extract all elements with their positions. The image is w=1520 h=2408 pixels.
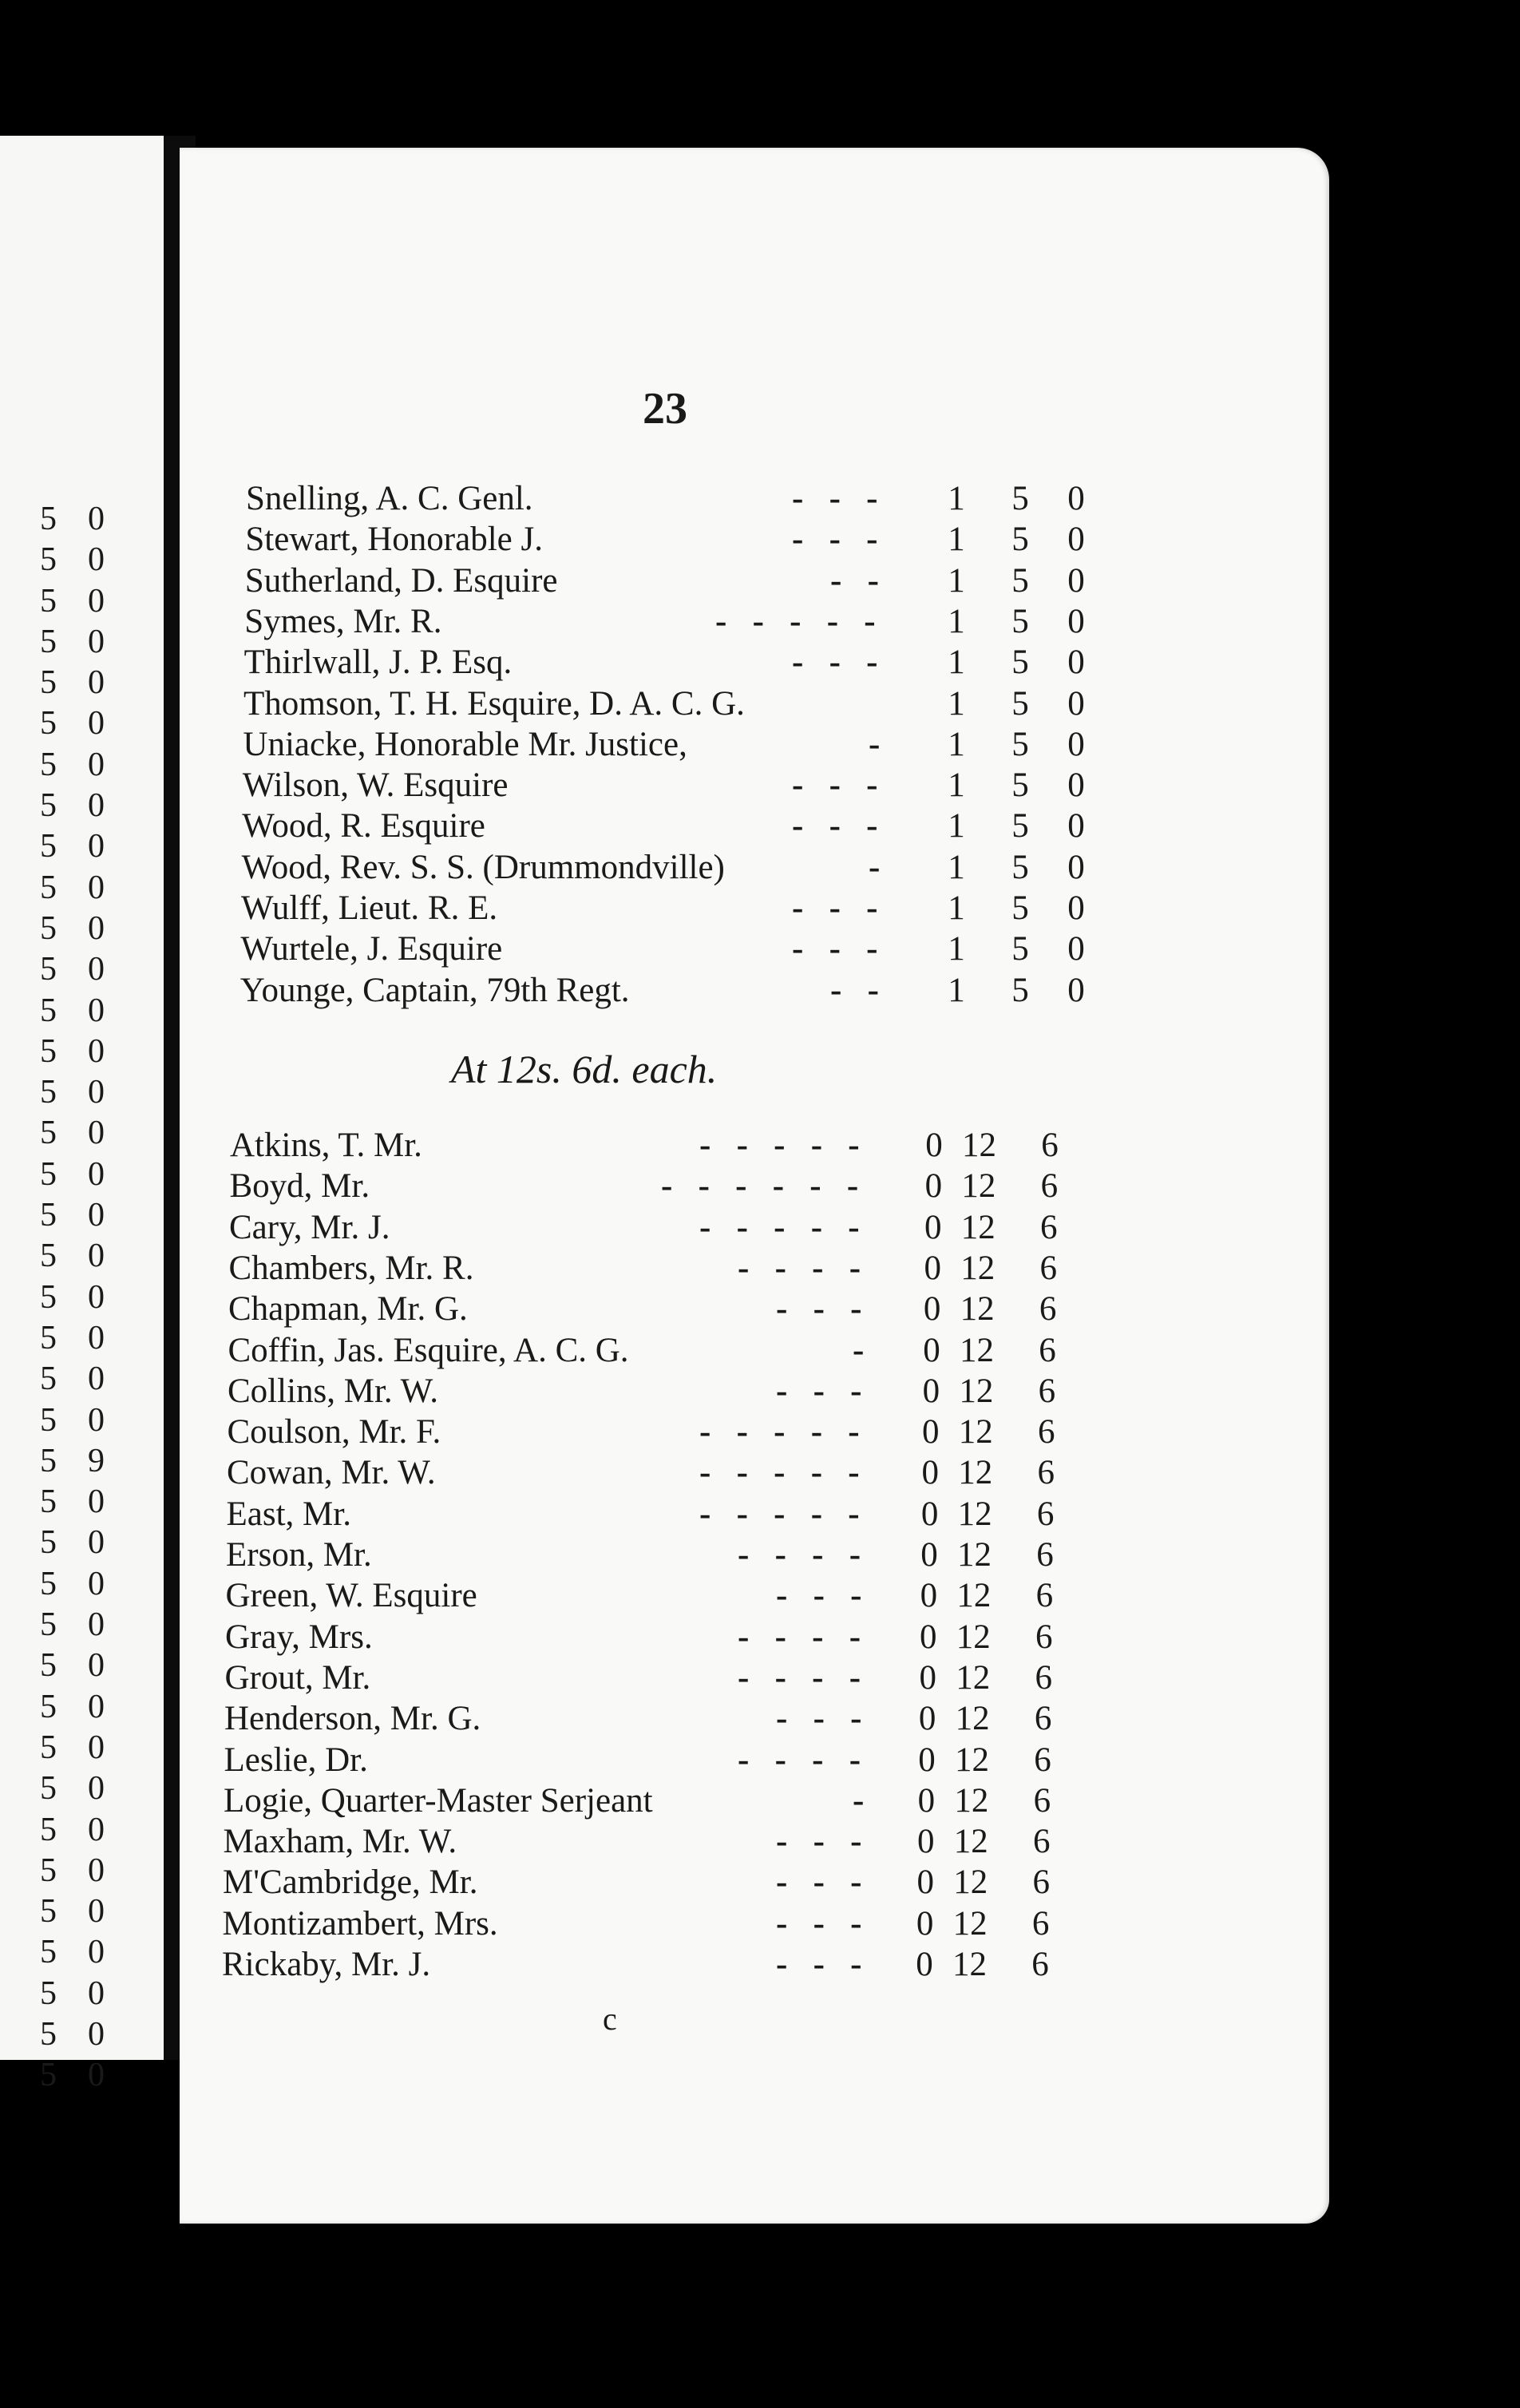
left-amount-pence: 0 (88, 869, 105, 906)
subscriber-row (0, 1412, 1520, 1452)
amount-pounds: 0 (917, 1781, 936, 1820)
amount-pounds: 1 (948, 602, 965, 640)
left-amount-pence: 0 (88, 787, 105, 825)
subscriber-name: Green, W. Esquire (225, 1577, 477, 1615)
left-amount-pence: 0 (88, 1483, 105, 1521)
amount-pence: 0 (1067, 684, 1085, 723)
subscriber-name: Leslie, Dr. (224, 1741, 368, 1779)
left-amount-row (0, 1032, 164, 1072)
subscriber-name: Wilson, W. Esquire (242, 766, 509, 805)
subscriber-name: Wurtele, J. Esquire (240, 930, 503, 968)
subscriber-name: Coulson, Mr. F. (227, 1413, 441, 1452)
amount-pounds: 0 (919, 1658, 936, 1697)
amount-shillings: 12 (961, 1167, 996, 1206)
subscriber-row (0, 1249, 1520, 1289)
subscriber-row (0, 1618, 1520, 1657)
left-amount-shillings: 5 (40, 1442, 57, 1479)
subscriber-row (0, 848, 1520, 888)
amount-shillings: 5 (1011, 848, 1029, 886)
amount-pence: 6 (1031, 1904, 1050, 1943)
left-amount-shillings: 5 (40, 1606, 57, 1644)
subscriber-row (0, 684, 1520, 724)
amount-shillings: 12 (957, 1536, 992, 1574)
left-amount-pence: 0 (88, 1278, 105, 1316)
left-amount-shillings: 5 (40, 1360, 57, 1398)
leader-dashes: - - - (776, 1904, 862, 1943)
amount-pounds: 0 (925, 1127, 943, 1164)
subscriber-row (0, 1166, 1520, 1206)
subscriber-row (0, 1331, 1520, 1371)
left-amount-shillings: 5 (40, 1565, 57, 1602)
amount-shillings: 12 (952, 1946, 987, 1983)
leader-dashes: - - - (792, 807, 878, 846)
amount-pounds: 0 (916, 1946, 933, 1983)
subscriber-name: Henderson, Mr. G. (224, 1700, 481, 1738)
leader-dashes: - - - - - (699, 1413, 860, 1452)
subscriber-row (0, 561, 1520, 601)
amount-shillings: 12 (960, 1249, 996, 1287)
amount-pence: 0 (1067, 930, 1085, 968)
amount-shillings: 12 (952, 1904, 988, 1943)
leader-dashes: - - - - - (699, 1127, 860, 1164)
amount-shillings: 5 (1011, 930, 1029, 968)
subscriber-row (0, 1453, 1520, 1493)
amount-pounds: 0 (920, 1536, 938, 1574)
subscriber-row (0, 889, 1520, 929)
leader-dashes: - - - (792, 930, 878, 968)
amount-pounds: 0 (920, 1618, 937, 1656)
amount-pence: 0 (1067, 521, 1085, 559)
amount-pence: 0 (1067, 766, 1085, 805)
amount-shillings: 5 (1011, 766, 1029, 805)
leader-dashes: - (869, 848, 881, 886)
amount-pence: 6 (1035, 1658, 1052, 1697)
left-amount-pence: 0 (88, 828, 105, 865)
left-amount-shillings: 5 (40, 1729, 57, 1766)
left-amount-shillings: 5 (40, 1647, 57, 1685)
subscriber-name: Chambers, Mr. R. (228, 1249, 474, 1287)
subscriber-row (0, 1576, 1520, 1616)
leader-dashes: - - - (776, 1823, 862, 1861)
signature-mark: c (603, 2001, 617, 2037)
subscriber-row (0, 1781, 1520, 1821)
subscriber-name: Snelling, A. C. Genl. (246, 480, 533, 517)
left-amount-shillings: 5 (40, 1155, 57, 1193)
subscriber-name: Uniacke, Honorable Mr. Justice, (243, 725, 687, 763)
left-amount-shillings: 5 (40, 909, 57, 947)
leader-dashes: - - - (792, 644, 878, 682)
left-amount-pence: 0 (88, 664, 105, 702)
leader-dashes: - (853, 1331, 865, 1369)
subscriber-name: Grout, Mr. (224, 1658, 371, 1697)
amount-pence: 6 (1038, 1413, 1055, 1452)
leader-dashes: - - - - (738, 1658, 861, 1697)
left-amount-pence: 0 (88, 1729, 105, 1766)
amount-pounds: 0 (924, 1208, 942, 1246)
leader-dashes: - - - - - (715, 602, 876, 640)
left-amount-shillings: 5 (40, 1074, 57, 1111)
subscriber-row (0, 725, 1520, 765)
amount-shillings: 5 (1011, 971, 1029, 1009)
subscriber-name: Wood, R. Esquire (242, 807, 485, 846)
left-amount-pence: 0 (88, 1238, 105, 1275)
subscriber-row (0, 1822, 1520, 1862)
amount-shillings: 12 (958, 1454, 993, 1492)
subscriber-name: Gray, Mrs. (225, 1618, 373, 1656)
left-amount-shillings: 5 (40, 951, 57, 988)
amount-pounds: 0 (918, 1741, 936, 1779)
subscriber-name: M'Cambridge, Mr. (223, 1863, 478, 1902)
subscriber-row (0, 1372, 1520, 1412)
amount-pounds: 0 (916, 1904, 934, 1943)
amount-pence: 6 (1032, 1863, 1050, 1902)
left-amount-row (0, 1072, 164, 1113)
subscriber-name: Thomson, T. H. Esquire, D. A. C. G. (243, 684, 745, 723)
subscriber-row (0, 929, 1520, 969)
left-amount-pence: 0 (88, 2057, 105, 2094)
left-amount-shillings: 5 (40, 746, 57, 783)
subscriber-name: Erson, Mr. (226, 1536, 372, 1574)
leader-dashes: - - - - (738, 1536, 861, 1574)
leader-dashes: - - (830, 561, 879, 600)
left-amount-pence: 0 (88, 582, 105, 620)
amount-shillings: 12 (954, 1781, 989, 1820)
leader-dashes: - - - - - (699, 1495, 860, 1533)
left-amount-pence: 0 (88, 705, 105, 743)
left-amount-shillings: 5 (40, 1483, 57, 1521)
amount-pounds: 1 (948, 644, 965, 682)
amount-shillings: 5 (1011, 561, 1029, 600)
subscriber-name: Collins, Mr. W. (228, 1372, 439, 1410)
amount-pence: 0 (1067, 848, 1085, 886)
left-amount-pence: 0 (88, 623, 105, 660)
subscriber-row (0, 806, 1520, 846)
subscriber-row (0, 1126, 1520, 1166)
leader-dashes: - (853, 1781, 865, 1820)
leader-dashes: - - - (776, 1372, 862, 1410)
amount-shillings: 5 (1011, 725, 1029, 763)
subscriber-row (0, 520, 1520, 560)
leader-dashes: - - - - - (699, 1454, 860, 1492)
subscriber-name: Cowan, Mr. W. (227, 1454, 436, 1492)
amount-pounds: 1 (948, 889, 965, 927)
subscriber-name: Sutherland, D. Esquire (244, 561, 558, 600)
amount-pounds: 1 (948, 684, 965, 723)
left-amount-pence: 0 (88, 1360, 105, 1398)
amount-shillings: 12 (956, 1658, 991, 1697)
section-heading: At 12s. 6d. each. (451, 1047, 718, 1091)
leader-dashes: - - - - - - (661, 1167, 859, 1206)
amount-pence: 6 (1039, 1331, 1056, 1369)
left-amount-shillings: 5 (40, 869, 57, 906)
subscriber-row (0, 1495, 1520, 1535)
amount-pounds: 1 (948, 766, 965, 805)
amount-shillings: 12 (953, 1823, 988, 1861)
left-amount-pence: 0 (88, 1401, 105, 1439)
left-amount-pence: 0 (88, 1647, 105, 1685)
amount-pence: 6 (1037, 1454, 1055, 1492)
subscriber-row (0, 479, 1520, 519)
amount-pence: 6 (1031, 1946, 1049, 1983)
leader-dashes: - - - (776, 1577, 862, 1615)
left-amount-shillings: 5 (40, 1811, 57, 1848)
amount-shillings: 12 (955, 1700, 990, 1738)
leader-dashes: - - - (776, 1290, 862, 1329)
amount-shillings: 5 (1011, 889, 1029, 927)
amount-pounds: 0 (916, 1863, 934, 1902)
amount-shillings: 5 (1011, 644, 1029, 682)
amount-pence: 6 (1034, 1700, 1052, 1738)
leader-dashes: - - - (776, 1863, 862, 1902)
leader-dashes: - - - (792, 480, 878, 517)
amount-pence: 6 (1036, 1495, 1055, 1533)
subscriber-row (0, 1658, 1520, 1698)
leader-dashes: - - - (776, 1700, 862, 1738)
left-amount-pence: 0 (88, 1934, 105, 1971)
amount-pounds: 1 (948, 971, 965, 1009)
subscriber-name: Thirlwall, J. P. Esq. (243, 644, 513, 682)
amount-shillings: 12 (956, 1618, 991, 1656)
left-amount-shillings: 5 (40, 787, 57, 825)
amount-pounds: 0 (924, 1167, 943, 1206)
amount-pence: 0 (1067, 561, 1085, 600)
amount-pounds: 0 (922, 1413, 940, 1452)
left-amount-pence: 0 (88, 1893, 105, 1931)
leader-dashes: - - - (776, 1946, 862, 1983)
page-number: 23 (643, 384, 687, 434)
amount-pounds: 1 (948, 480, 965, 517)
left-amount-pence: 0 (88, 951, 105, 988)
left-amount-shillings: 5 (40, 582, 57, 620)
left-amount-shillings: 5 (40, 664, 57, 702)
amount-shillings: 12 (956, 1577, 992, 1615)
left-amount-pence: 9 (88, 1442, 105, 1479)
subscriber-row (0, 1535, 1520, 1575)
subscriber-name: Younge, Captain, 79th Regt. (239, 971, 630, 1009)
amount-shillings: 12 (960, 1208, 996, 1246)
left-amount-shillings: 5 (40, 1115, 57, 1152)
subscriber-row (0, 1945, 1520, 1985)
left-amount-shillings: 5 (40, 541, 57, 579)
left-amount-shillings: 5 (40, 1401, 57, 1439)
left-amount-shillings: 5 (40, 1688, 57, 1725)
amount-pounds: 0 (922, 1372, 940, 1410)
amount-pence: 0 (1067, 602, 1085, 640)
left-amount-shillings: 5 (40, 1974, 57, 2012)
subscriber-name: Rickaby, Mr. J. (222, 1946, 431, 1983)
left-amount-pence: 0 (88, 1032, 105, 1070)
left-amount-pence: 0 (88, 1606, 105, 1644)
amount-pence: 0 (1067, 480, 1085, 517)
amount-pence: 6 (1038, 1372, 1056, 1410)
subscriber-name: Logie, Quarter-Master Serjeant (224, 1781, 653, 1820)
left-amount-shillings: 5 (40, 1238, 57, 1275)
subscriber-name: Coffin, Jas. Esquire, A. C. G. (228, 1331, 629, 1369)
amount-shillings: 12 (955, 1741, 989, 1779)
left-amount-shillings: 5 (40, 1770, 57, 1808)
amount-pounds: 1 (948, 848, 965, 886)
subscriber-row (0, 1741, 1520, 1780)
subscriber-name: Chapman, Mr. G. (228, 1290, 468, 1329)
amount-shillings: 12 (957, 1495, 992, 1533)
left-amount-shillings: 5 (40, 1319, 57, 1356)
amount-pence: 0 (1067, 889, 1085, 927)
left-amount-shillings: 5 (40, 992, 57, 1029)
amount-pence: 6 (1039, 1290, 1057, 1329)
amount-shillings: 12 (959, 1372, 994, 1410)
left-amount-pence: 0 (88, 909, 105, 947)
subscriber-row (0, 1699, 1520, 1739)
leader-dashes: - - - (792, 889, 878, 927)
subscriber-name: Boyd, Mr. (229, 1167, 370, 1206)
amount-shillings: 5 (1011, 807, 1029, 846)
left-amount-pence: 0 (88, 1974, 105, 2012)
left-amount-pence: 0 (88, 1811, 105, 1848)
subscriber-row (0, 971, 1520, 1011)
amount-pence: 0 (1067, 971, 1085, 1009)
amount-pounds: 0 (924, 1249, 941, 1287)
amount-pence: 0 (1067, 644, 1085, 682)
left-amount-shillings: 5 (40, 1278, 57, 1316)
subscriber-row (0, 766, 1520, 806)
amount-pounds: 0 (917, 1823, 935, 1861)
subscriber-row (0, 1208, 1520, 1248)
amount-pence: 6 (1040, 1167, 1059, 1206)
amount-pence: 0 (1067, 807, 1085, 846)
left-amount-row (0, 2014, 164, 2055)
subscriber-row (0, 1863, 1520, 1903)
subscriber-name: Wulff, Lieut. R. E. (241, 889, 498, 927)
left-amount-pence: 0 (88, 1565, 105, 1602)
amount-pounds: 1 (948, 561, 965, 600)
left-amount-pence: 0 (88, 1770, 105, 1808)
subscriber-name: East, Mr. (226, 1495, 351, 1533)
amount-pounds: 0 (920, 1577, 938, 1615)
leader-dashes: - - - - (738, 1249, 861, 1287)
left-amount-shillings: 5 (40, 1852, 57, 1889)
amount-pence: 6 (1033, 1823, 1051, 1861)
subscriber-row (0, 1289, 1520, 1329)
subscriber-name: Symes, Mr. R. (244, 602, 442, 640)
left-amount-pence: 0 (88, 1197, 105, 1234)
subscriber-name: Maxham, Mr. W. (223, 1823, 457, 1861)
left-amount-shillings: 5 (40, 2015, 57, 2053)
left-amount-pence: 0 (88, 2015, 105, 2053)
leader-dashes: - - - (792, 766, 878, 805)
amount-pence: 6 (1033, 1781, 1051, 1820)
amount-shillings: 12 (960, 1290, 995, 1329)
subscriber-row (0, 643, 1520, 683)
amount-pounds: 0 (920, 1495, 939, 1533)
subscriber-row (0, 602, 1520, 642)
amount-pence: 0 (1067, 725, 1085, 763)
left-amount-shillings: 5 (40, 1524, 57, 1562)
amount-pounds: 1 (948, 725, 965, 763)
left-amount-shillings: 5 (40, 828, 57, 865)
amount-shillings: 12 (953, 1863, 988, 1902)
left-amount-shillings: 5 (40, 1197, 57, 1234)
amount-pence: 6 (1040, 1208, 1058, 1246)
left-amount-shillings: 5 (40, 2057, 57, 2094)
left-amount-pence: 0 (88, 1688, 105, 1725)
leader-dashes: - - - (792, 521, 878, 559)
left-amount-pence: 0 (88, 1524, 105, 1562)
amount-pence: 6 (1034, 1741, 1051, 1779)
left-amount-shillings: 5 (40, 1934, 57, 1971)
left-amount-row (0, 2055, 164, 2096)
left-amount-pence: 0 (88, 746, 105, 783)
subscriber-name: Atkins, T. Mr. (230, 1127, 422, 1164)
amount-shillings: 5 (1011, 480, 1029, 517)
subscriber-name: Wood, Rev. S. S. (Drummondville) (241, 848, 725, 886)
left-amount-shillings: 5 (40, 1032, 57, 1070)
left-amount-pence: 0 (88, 501, 105, 537)
left-amount-pence: 0 (88, 1155, 105, 1193)
left-amount-shillings: 5 (40, 501, 57, 537)
amount-shillings: 5 (1011, 521, 1029, 559)
subscriber-name: Stewart, Honorable J. (245, 521, 543, 559)
amount-pence: 6 (1041, 1127, 1059, 1164)
subscriber-name: Montizambert, Mrs. (222, 1904, 498, 1943)
left-amount-shillings: 5 (40, 623, 57, 660)
subscriber-row (0, 1904, 1520, 1944)
amount-shillings: 5 (1011, 602, 1029, 640)
amount-shillings: 12 (962, 1127, 996, 1164)
amount-pence: 6 (1039, 1249, 1057, 1287)
left-amount-pence: 0 (88, 1319, 105, 1356)
leader-dashes: - - - - (738, 1618, 861, 1656)
leader-dashes: - - (830, 971, 879, 1009)
leader-dashes: - (869, 725, 881, 763)
left-amount-pence: 0 (88, 1074, 105, 1111)
subscriber-name: Cary, Mr. J. (229, 1208, 390, 1246)
amount-pounds: 0 (918, 1700, 936, 1738)
leader-dashes: - - - - - (699, 1208, 860, 1246)
left-amount-shillings: 5 (40, 705, 57, 743)
amount-shillings: 12 (960, 1331, 994, 1369)
left-amount-pence: 0 (88, 1115, 105, 1152)
left-amount-pence: 0 (88, 992, 105, 1029)
amount-shillings: 5 (1011, 684, 1029, 723)
amount-shillings: 12 (958, 1413, 993, 1452)
left-amount-shillings: 5 (40, 1893, 57, 1931)
amount-pounds: 0 (923, 1290, 941, 1329)
left-amount-pence: 0 (88, 1852, 105, 1889)
amount-pounds: 0 (921, 1454, 939, 1492)
leader-dashes: - - - - (738, 1741, 861, 1779)
amount-pence: 6 (1036, 1536, 1054, 1574)
amount-pounds: 1 (948, 807, 965, 846)
amount-pence: 6 (1035, 1618, 1053, 1656)
amount-pounds: 1 (948, 930, 965, 968)
amount-pounds: 0 (923, 1331, 940, 1369)
amount-pounds: 1 (948, 521, 965, 559)
amount-pence: 6 (1035, 1577, 1054, 1615)
left-amount-pence: 0 (88, 541, 105, 579)
